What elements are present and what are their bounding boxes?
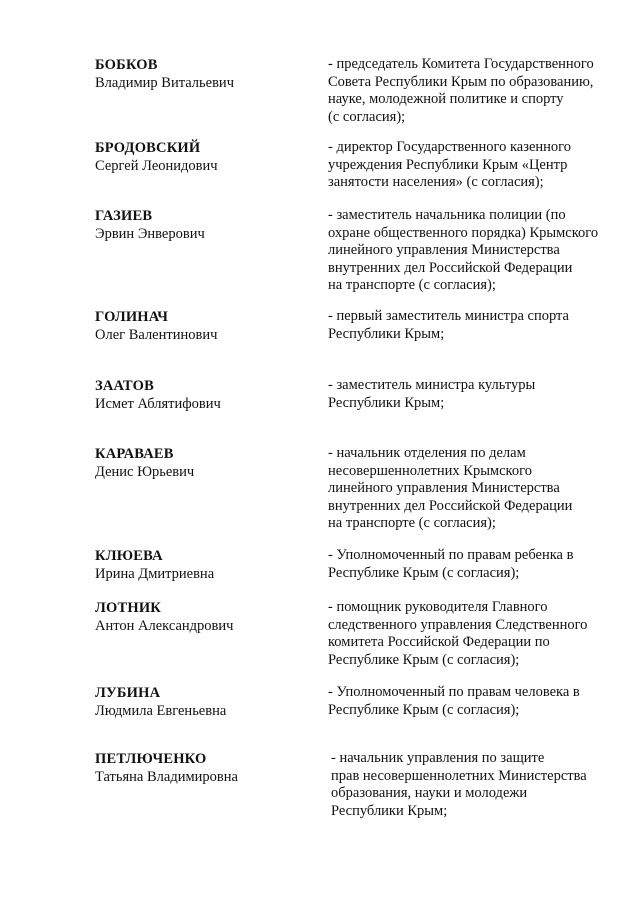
role-line: внутренних дел Российской Федерации (328, 497, 573, 514)
role-line: - начальник управления по защите (331, 750, 545, 766)
member-given-names: Эрвин Энверович (95, 226, 205, 242)
member-role (331, 750, 621, 820)
member-name (95, 445, 315, 481)
member-role (328, 207, 618, 295)
member-given-names: Владимир Витальевич (95, 75, 234, 91)
role-line: - помощник руководителя Главного (328, 599, 548, 615)
role-line: - директор Государственного казенного (328, 139, 571, 155)
member-surname: КЛЮЕВА (95, 548, 163, 564)
member-role (328, 547, 618, 582)
member-given-names: Ирина Дмитриевна (95, 566, 215, 582)
member-name (95, 377, 315, 413)
member-name (95, 599, 315, 635)
member-role (328, 308, 618, 343)
member-surname: ЛУБИНА (95, 685, 161, 701)
member-surname: БРОДОВСКИЙ (95, 140, 201, 156)
member-name (95, 308, 315, 344)
role-line: Совета Республики Крым по образованию, (328, 73, 594, 90)
role-line: - Уполномоченный по правам ребенка в (328, 547, 574, 563)
role-line: образования, науки и молодежи (331, 785, 528, 801)
role-line: - заместитель начальника полиции (по (328, 207, 566, 223)
role-line: несовершеннолетних Крымского (328, 462, 532, 479)
member-surname: БОБКОВ (95, 57, 158, 73)
member-name (95, 684, 315, 720)
member-name (95, 207, 315, 243)
role-line: на транспорте (с согласия); (328, 277, 496, 293)
member-role (328, 599, 618, 669)
role-line: на транспорте (с согласия); (328, 515, 496, 531)
role-line: Республики Крым; (328, 325, 445, 342)
role-line: - председатель Комитета Государственного (328, 56, 594, 72)
role-line: внутренних дел Российской Федерации (328, 259, 573, 276)
member-given-names: Татьяна Владимировна (95, 769, 238, 785)
member-role (328, 377, 618, 412)
member-name (95, 56, 315, 92)
role-line: Республики Крым; (328, 394, 445, 411)
role-line: Республике Крым (с согласия); (328, 564, 520, 581)
role-line: Республики Крым; (331, 802, 448, 819)
role-line: Республике Крым (с согласия); (328, 651, 520, 668)
member-role (328, 684, 618, 719)
member-given-names: Сергей Леонидович (95, 158, 218, 174)
member-name (95, 547, 315, 583)
member-given-names: Антон Александрович (95, 618, 234, 634)
role-line: (с согласия); (328, 108, 406, 125)
member-surname: ЛОТНИК (95, 600, 162, 616)
role-line: следственного управления Следственного (328, 616, 588, 633)
role-line: линейного управления Министерства (328, 480, 560, 496)
role-line: Республике Крым (с согласия); (328, 701, 520, 718)
member-role (328, 56, 618, 126)
member-surname: КАРАВАЕВ (95, 446, 174, 462)
member-given-names: Олег Валентинович (95, 327, 218, 343)
member-given-names: Исмет Аблятифович (95, 396, 221, 412)
member-name (95, 139, 315, 175)
member-role (328, 445, 618, 533)
member-role (328, 139, 618, 192)
role-line: - начальник отделения по делам (328, 445, 526, 461)
member-name (95, 750, 315, 786)
member-given-names: Денис Юрьевич (95, 464, 195, 480)
member-surname: ПЕТЛЮЧЕНКО (95, 751, 207, 767)
role-line: науке, молодежной политике и спорту (328, 91, 564, 107)
role-line: прав несовершеннолетних Министерства (331, 767, 587, 784)
role-line: - заместитель министра культуры (328, 377, 536, 393)
role-line: - первый заместитель министра спорта (328, 308, 569, 324)
role-line: занятости населения» (с согласия); (328, 174, 544, 190)
member-given-names: Людмила Евгеньевна (95, 703, 227, 719)
member-surname: ЗААТОВ (95, 378, 154, 394)
role-line: комитета Российской Федерации по (328, 634, 550, 650)
role-line: учреждения Республики Крым «Центр (328, 156, 568, 173)
role-line: охране общественного порядка) Крымского (328, 224, 599, 241)
role-line: - Уполномоченный по правам человека в (328, 684, 580, 700)
role-line: линейного управления Министерства (328, 242, 560, 258)
member-surname: ГАЗИЕВ (95, 208, 153, 224)
member-surname: ГОЛИНАЧ (95, 309, 169, 325)
